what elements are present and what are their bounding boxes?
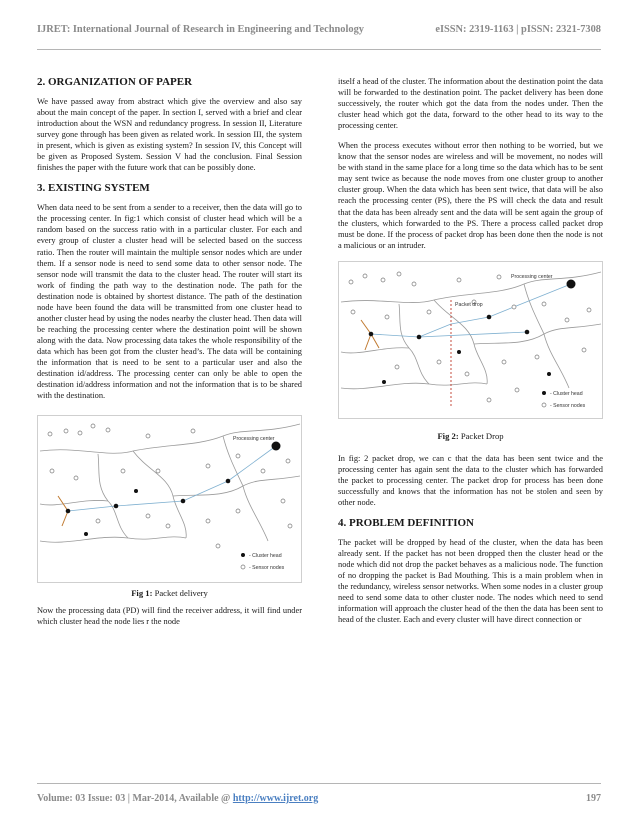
left-column bbox=[37, 76, 302, 636]
right-paragraph-2: When the process executes without error then nothing to be worried, but we know that the sensor nodes are wireless and will be movement, no nodes will be with stand in the same place for a long time so the data which has to be sent may sent twice as because the node moves from one cluster group to another cluster group. When the data which has been sent twice, that data will be also reach the processing center (PS), there the PS will check the data and result that the data has been already sent and the data will be sent again the group of the clusters, which forwarded to the PS. There a process called packet drop must be done. If the process of packet drop has been done then the node is not a malicious or an intruder. bbox=[338, 141, 603, 250]
right-column bbox=[338, 76, 603, 634]
issn-text: eISSN: 2319-1163 | pISSN: 2321-7308 bbox=[435, 24, 601, 35]
footer-rule bbox=[37, 783, 601, 784]
footer-volume-text: Volume: 03 Issue: 03 | Mar-2014, Available @ bbox=[37, 793, 233, 804]
journal-name: IJRET: International Journal of Research in Engineering and Technology bbox=[37, 24, 364, 35]
figure-1-legend-cluster-head: - Cluster head bbox=[249, 553, 282, 560]
right-paragraph-1: itself a head of the cluster. The information about the destination point the data will be forwarded to the destination point. The packet delivery has been done successively, the router which got the data from the nodes under. Then the cluster head which got the data, forward to the other head to its way to the processing center. bbox=[338, 77, 603, 131]
section-3-title: 3. EXISTING SYSTEM bbox=[37, 182, 150, 195]
section-3-paragraph-2: Now the processing data (PD) will find the receiver address, it will find under which cluster head the node lies r the node bbox=[37, 606, 302, 627]
journal-website-link[interactable]: http://www.ijret.org bbox=[232, 793, 319, 804]
section-4-title: 4. PROBLEM DEFINITION bbox=[338, 516, 474, 529]
figure-1-processing-center-label: Processing center bbox=[233, 436, 275, 443]
figure-2-legend-sensor-nodes: - Sensor nodes bbox=[550, 402, 586, 409]
header-rule bbox=[37, 49, 601, 50]
right-paragraph-4: The packet will be dropped by head of the cluster, when the data has been already sent. If the packet has not been dropped then the cluster head or the node which did not drop the packet behaves as a malicious node. The function of no dropping the packet is Bad Mouthing. This is a main problem when in the redundancy, wireless sensor networks. When some nodes in a cluster group need to send some data to other cluster node. The nodes which need to send information will approach the cluster head of the then the data has been sent to head of the cluster. Each and every cluster will have direct connection or bbox=[338, 537, 603, 625]
running-header bbox=[37, 24, 601, 35]
figure-2 bbox=[338, 261, 603, 419]
section-2-paragraph: We have passed away from abstract which give the overview and also say about the main concept of the paper. In section I, served with a brief and clear introduction about the WSN and redundancy progress. In session II, Literature survey gone through has been given as related work. In session III, the system in present, which is given as existing system? In session IV, this Concept will be given as Proposed System. Session V had the conclusion. Final Session finishes the paper with the future work that can be possibly done. bbox=[37, 97, 302, 173]
figure-2-caption: Fig 2: Packet Drop bbox=[437, 430, 504, 441]
page-number: 197 bbox=[586, 793, 601, 804]
figure-1-caption: Fig 1: Packet delivery bbox=[131, 588, 208, 599]
figure-2-legend-cluster-head: - Cluster head bbox=[550, 390, 583, 397]
section-3-paragraph-1: When data need to be sent from a sender to a receiver, then the data will go to the processing center. In fig:1 which consist of cluster head which will be a random based on the success ratio with in a particular cluster. For each and every group of cluster a cluster head will be selected based on the success ratio. Then the router will maintain the multiple sensor nodes which are under them. If a sensor node is need to send some data to other sensor node. The sensor node will transmit the data to the cluster head. The router will start its work of finding the path way to the destination node. The path for the destination node is obtained by shortest distance. The path of the destination node have been found the data will be transmitted from one cluster head to another cluster head by using the nodes nearby the cluster head. Then data will be reaching the processing center where the destination point will be shown along with the data. Now processing data takes the whole responsibility of the data which has been got from the cluster head’s. The data will be containing the information that is need to be sent to a particular user and also the destination id/address. The processing center can only be able to open the destination id/address information and not the information that is to be shared with the destination. bbox=[37, 203, 302, 401]
figure-1 bbox=[37, 415, 302, 583]
figure-1-legend-sensor-nodes: - Sensor nodes bbox=[249, 565, 285, 572]
figure-2-processing-center-label: Processing center bbox=[511, 273, 553, 280]
figure-1-network-diagram bbox=[38, 416, 301, 582]
section-2-title: 2. ORGANIZATION OF PAPER bbox=[37, 76, 193, 88]
figure-2-network-diagram bbox=[339, 262, 602, 418]
right-paragraph-3: In fig: 2 packet drop, we can c that the data has been sent twice and the processing center has again sent the data to the cluster which has forwarded the packet to processing center. The packet drop for process has been done successfully and knows that the information has not be stolen and seen by other node. bbox=[338, 453, 603, 507]
running-footer bbox=[37, 793, 601, 804]
figure-2-packet-drop-label: Packet drop bbox=[455, 301, 483, 308]
